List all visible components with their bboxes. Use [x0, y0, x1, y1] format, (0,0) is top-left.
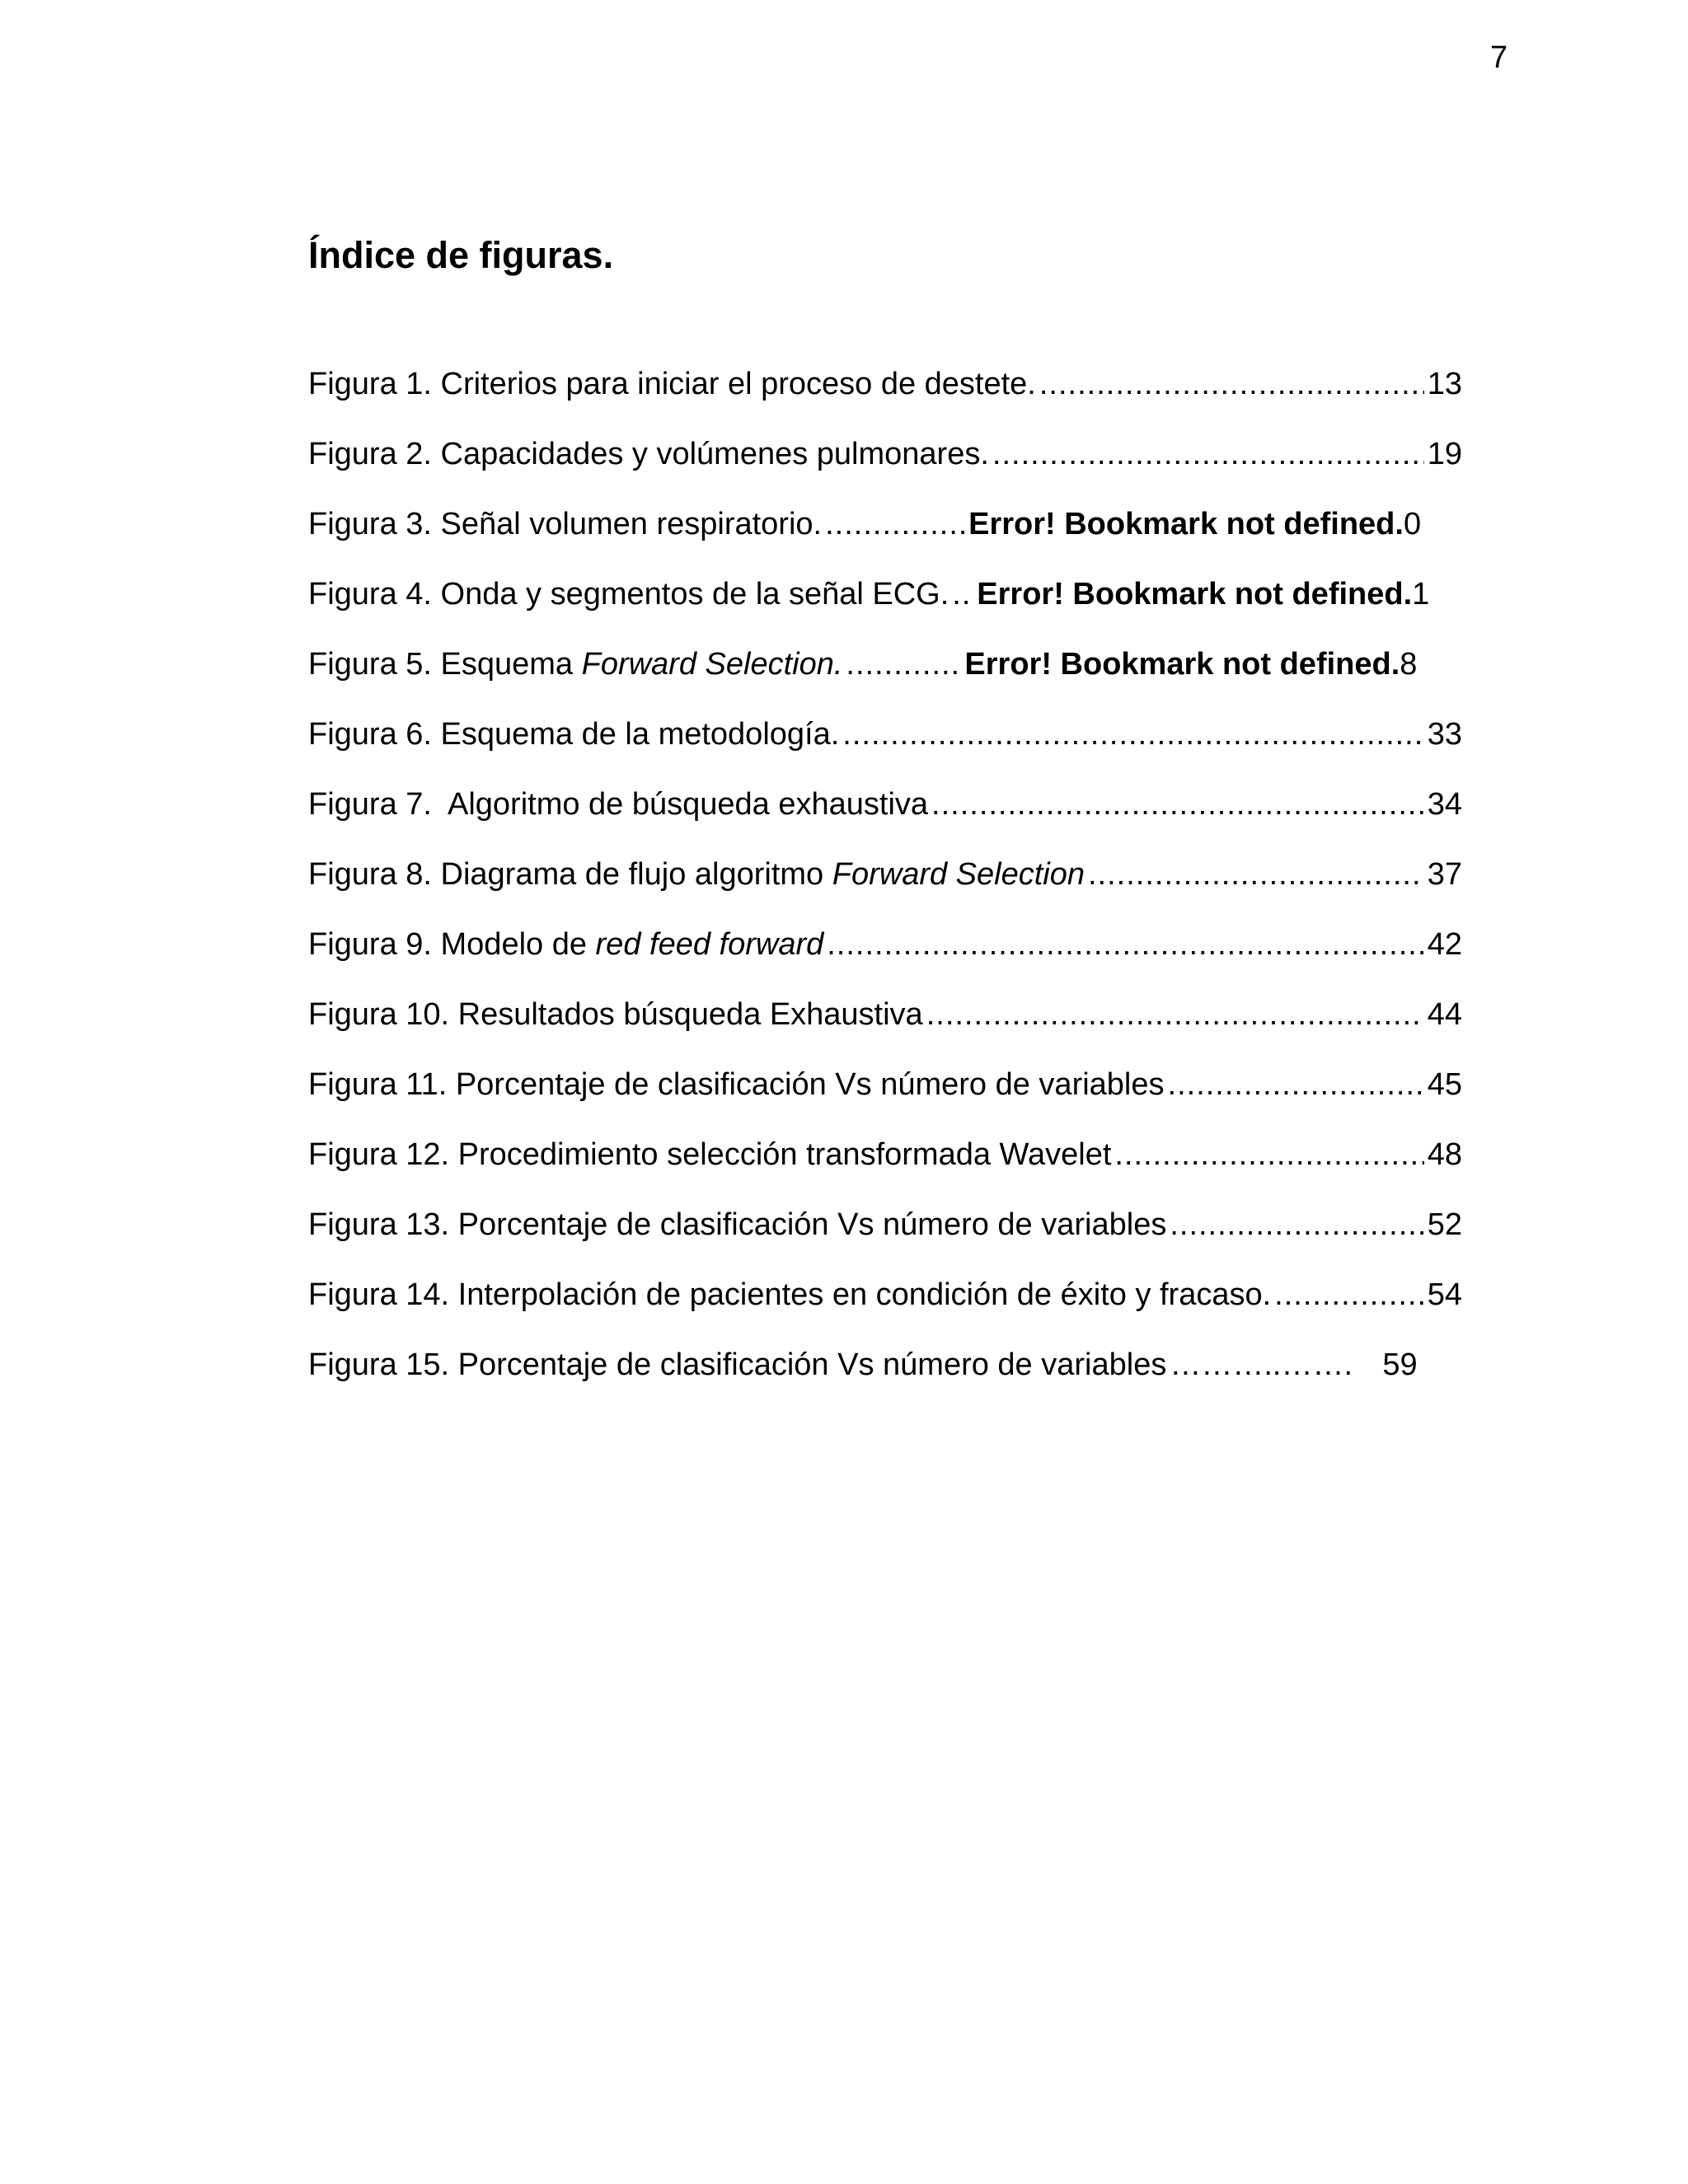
entry-label: Figura 15. Porcentaje de clasificación Vs número de variables — [308, 1347, 1167, 1382]
entry-label-text: Figura 8. Diagrama de flujo algoritmo — [308, 857, 832, 892]
dot-leader — [1170, 1343, 1379, 1386]
toc-entry-figure-8[interactable] — [308, 853, 1462, 923]
entry-label: Figura 13. Porcentaje de clasificación Vs número de variables — [308, 1207, 1167, 1242]
toc-entry-figure-15[interactable] — [308, 1343, 1462, 1413]
dot-leader — [1088, 853, 1424, 896]
toc-entry-figure-3[interactable] — [308, 503, 1462, 573]
entry-label — [308, 643, 842, 686]
entry-page: 34 — [1427, 787, 1462, 822]
dot-leader — [1170, 1203, 1423, 1246]
toc-entry-figure-10[interactable] — [308, 993, 1462, 1063]
toc-entry-figure-11[interactable] — [308, 1063, 1462, 1133]
entry-page: 13 — [1427, 367, 1462, 401]
figure-index-list — [308, 363, 1462, 1413]
entry-page: 44 — [1427, 997, 1462, 1032]
toc-entry-figure-12[interactable] — [308, 1133, 1462, 1203]
entry-page: 45 — [1427, 1067, 1462, 1102]
entry-label-text: Figura 9. Modelo de — [308, 927, 596, 962]
dot-leader — [1114, 1133, 1423, 1176]
dot-leader — [1168, 1063, 1424, 1106]
toc-entry-figure-6[interactable] — [308, 713, 1462, 783]
entry-page: 33 — [1427, 717, 1462, 752]
entry-label: Figura 12. Procedimiento selección transformada Wavelet — [308, 1137, 1112, 1172]
entry-label-italic: Forward Selection — [832, 857, 1085, 892]
dot-leader — [952, 573, 973, 616]
entry-label: Figura 6. Esquema de la metodología. — [308, 717, 840, 752]
entry-label: Figura 2. Capacidades y volúmenes pulmonares. — [308, 437, 989, 471]
toc-entry-figure-5[interactable] — [308, 643, 1462, 713]
dot-leader — [1274, 1273, 1424, 1316]
entry-page: 37 — [1427, 857, 1462, 892]
entry-page: 59 — [1382, 1347, 1418, 1382]
entry-page: 42 — [1427, 927, 1462, 962]
toc-entry-figure-7[interactable] — [308, 783, 1462, 853]
toc-entry-figure-2[interactable] — [308, 433, 1462, 503]
entry-label: Figura 10. Resultados búsqueda Exhaustiva — [308, 997, 923, 1032]
entry-label — [308, 853, 1085, 896]
bookmark-error: Error! Bookmark not defined. — [977, 577, 1413, 612]
toc-heading: Índice de figuras. — [308, 234, 614, 276]
dot-leader — [992, 433, 1424, 476]
dot-leader — [825, 503, 965, 546]
entry-page: 19 — [1427, 437, 1462, 471]
toc-entry-figure-4[interactable] — [308, 573, 1462, 643]
entry-label: Figura 11. Porcentaje de clasificación Vs número de variables — [308, 1067, 1165, 1102]
entry-label-italic: Forward Selection. — [581, 647, 843, 682]
dot-leader — [827, 923, 1423, 966]
dot-leader — [931, 783, 1424, 826]
toc-entry-figure-1[interactable] — [308, 363, 1462, 433]
toc-entry-figure-13[interactable] — [308, 1203, 1462, 1273]
toc-entry-figure-14[interactable] — [308, 1273, 1462, 1343]
page-number: 7 — [1490, 40, 1508, 75]
dot-leader — [842, 713, 1423, 756]
entry-label: Figura 7. Algoritmo de búsqueda exhaustiva — [308, 787, 929, 822]
entry-page: 8 — [1400, 647, 1418, 682]
entry-label: Figura 3. Señal volumen respiratorio. — [308, 507, 823, 541]
entry-page: 52 — [1427, 1207, 1462, 1242]
bookmark-error: Error! Bookmark not defined. — [968, 507, 1404, 541]
entry-label — [308, 923, 823, 966]
toc-entry-figure-9[interactable] — [308, 923, 1462, 993]
entry-label: Figura 14. Interpolación de pacientes en condición de éxito y fracaso. — [308, 1277, 1272, 1312]
dot-leader — [1039, 363, 1424, 405]
entry-label-italic: red feed forward — [595, 927, 824, 962]
entry-label-text: Figura 5. Esquema — [308, 647, 582, 682]
entry-page: 0 — [1403, 507, 1422, 541]
bookmark-error: Error! Bookmark not defined. — [964, 647, 1400, 682]
entry-page: 48 — [1427, 1137, 1462, 1172]
entry-page: 54 — [1427, 1277, 1462, 1312]
entry-label: Figura 4. Onda y segmentos de la señal ECG. — [308, 577, 950, 612]
dot-leader — [926, 993, 1424, 1036]
dot-leader — [846, 643, 961, 686]
entry-label: Figura 1. Criterios para iniciar el proceso de destete. — [308, 367, 1036, 401]
entry-page: 1 — [1412, 577, 1430, 612]
